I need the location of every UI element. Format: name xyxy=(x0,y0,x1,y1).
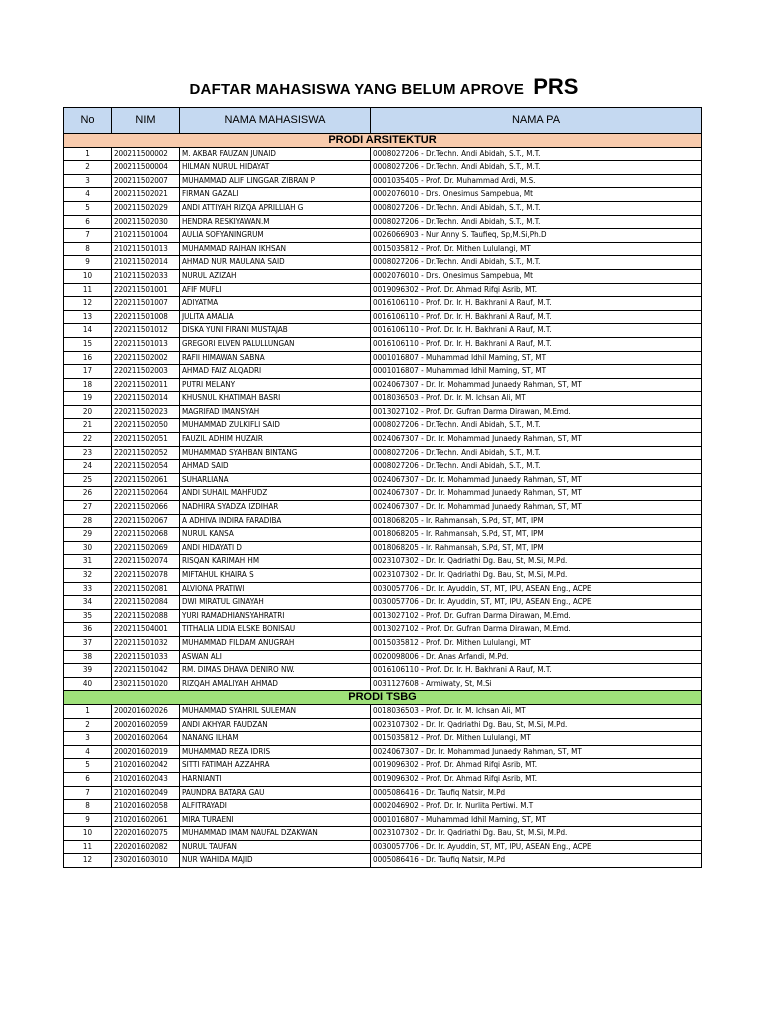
cell-nama: MIFTAHUL KHAIRA S xyxy=(180,569,371,583)
cell-no: 8 xyxy=(64,242,112,256)
cell-nama: HARNIANTI xyxy=(180,772,371,786)
cell-pa: 0008027206 - Dr.Techn. Andi Abidah, S.T., M.T. xyxy=(371,419,702,433)
section-title: PRODI ARSITEKTUR xyxy=(64,134,702,148)
cell-nim: 220211502054 xyxy=(112,460,180,474)
cell-nama: MUHAMMAD SYAHBAN BINTANG xyxy=(180,446,371,460)
cell-pa: 0002046902 - Prof. Dr. Ir. Nurlita Pertiwi. M.T xyxy=(371,800,702,814)
cell-nim: 230211501020 xyxy=(112,677,180,691)
cell-no: 3 xyxy=(64,732,112,746)
cell-pa: 0024067307 - Dr. Ir. Mohammad Junaedy Rahman, ST, MT xyxy=(371,487,702,501)
cell-no: 15 xyxy=(64,337,112,351)
table-row xyxy=(64,433,702,447)
cell-nim: 220211502066 xyxy=(112,501,180,515)
cell-nama: AHMAD NUR MAULANA SAID xyxy=(180,256,371,270)
cell-pa: 0008027206 - Dr.Techn. Andi Abidah, S.T., M.T. xyxy=(371,256,702,270)
cell-pa: 0008027206 - Dr.Techn. Andi Abidah, S.T., M.T. xyxy=(371,201,702,215)
cell-no: 36 xyxy=(64,623,112,637)
table-row xyxy=(64,677,702,691)
cell-no: 31 xyxy=(64,555,112,569)
cell-nim: 200211502007 xyxy=(112,174,180,188)
cell-no: 14 xyxy=(64,324,112,338)
cell-nim: 220201602075 xyxy=(112,827,180,841)
cell-pa: 0005086416 - Dr. Taufiq Natsir, M.Pd xyxy=(371,854,702,868)
cell-no: 29 xyxy=(64,528,112,542)
cell-pa: 0001016807 - Muhammad Idhil Maming, ST, MT xyxy=(371,351,702,365)
table-row xyxy=(64,555,702,569)
table-row xyxy=(64,501,702,515)
cell-nama: AHMAD SAID xyxy=(180,460,371,474)
cell-nim: 220211501007 xyxy=(112,297,180,311)
cell-no: 11 xyxy=(64,840,112,854)
cell-no: 35 xyxy=(64,609,112,623)
cell-pa: 0030057706 - Dr. Ir. Ayuddin, ST, MT, IPU, ASEAN Eng., ACPE xyxy=(371,840,702,854)
cell-nama: RIZQAH AMALIYAH AHMAD xyxy=(180,677,371,691)
cell-pa: 0001016807 - Muhammad Idhil Maming, ST, MT xyxy=(371,365,702,379)
cell-pa: 0026066903 - Nur Anny S. Taufieq, Sp,M.Si,Ph.D xyxy=(371,229,702,243)
cell-nim: 220211501042 xyxy=(112,664,180,678)
table-row xyxy=(64,147,702,161)
cell-no: 6 xyxy=(64,772,112,786)
cell-nim: 220211502051 xyxy=(112,433,180,447)
cell-pa: 0001035405 - Prof. Dr. Muhammad Ardi, M.S. xyxy=(371,174,702,188)
cell-no: 40 xyxy=(64,677,112,691)
table-row xyxy=(64,392,702,406)
cell-nim: 220211502052 xyxy=(112,446,180,460)
cell-pa: 0008027206 - Dr.Techn. Andi Abidah, S.T., M.T. xyxy=(371,460,702,474)
cell-nama: MUHAMMAD IMAM NAUFAL DZAKWAN xyxy=(180,827,371,841)
section-header-row xyxy=(64,134,702,148)
cell-nama: TITHALIA LIDIA ELSKE BONISAU xyxy=(180,623,371,637)
table-row xyxy=(64,229,702,243)
cell-pa: 0020098006 - Dr. Anas Arfandi, M.Pd. xyxy=(371,650,702,664)
cell-pa: 0016106110 - Prof. Dr. Ir. H. Bakhrani A Rauf, M.T. xyxy=(371,337,702,351)
cell-nama: SITTI FATIMAH AZZAHRA xyxy=(180,759,371,773)
cell-no: 2 xyxy=(64,718,112,732)
cell-nama: ANDI AKHYAR FAUDZAN xyxy=(180,718,371,732)
cell-pa: 0001016807 - Muhammad Idhil Maming, ST, MT xyxy=(371,813,702,827)
cell-no: 5 xyxy=(64,201,112,215)
table-row xyxy=(64,514,702,528)
cell-nama: NANANG ILHAM xyxy=(180,732,371,746)
cell-nama: HILMAN NURUL HIDAYAT xyxy=(180,161,371,175)
cell-no: 9 xyxy=(64,256,112,270)
cell-no: 16 xyxy=(64,351,112,365)
cell-pa: 0024067307 - Dr. Ir. Mohammad Junaedy Rahman, ST, MT xyxy=(371,501,702,515)
table-row xyxy=(64,188,702,202)
title-text: DAFTAR MAHASISWA YANG BELUM APROVE xyxy=(189,81,525,98)
table-row xyxy=(64,704,702,718)
column-header-nim: NIM xyxy=(112,108,180,134)
table-row xyxy=(64,242,702,256)
cell-pa: 0018068205 - Ir. Rahmansah, S.Pd, ST, MT, IPM xyxy=(371,514,702,528)
cell-no: 10 xyxy=(64,827,112,841)
table-body xyxy=(64,134,702,868)
cell-nama: MIRA TURAENI xyxy=(180,813,371,827)
cell-nama: ANDI HIDAYATI D xyxy=(180,541,371,555)
cell-no: 20 xyxy=(64,405,112,419)
cell-nim: 200201602026 xyxy=(112,704,180,718)
cell-nim: 220211502067 xyxy=(112,514,180,528)
cell-nama: JULITA AMALIA xyxy=(180,310,371,324)
cell-pa: 0031127608 - Armiwaty, St, M.Si xyxy=(371,677,702,691)
table-row xyxy=(64,201,702,215)
cell-nim: 200201602019 xyxy=(112,745,180,759)
cell-no: 32 xyxy=(64,569,112,583)
title-suffix: PRS xyxy=(533,74,579,99)
cell-nama: M. AKBAR FAUZAN JUNAID xyxy=(180,147,371,161)
cell-nim: 200211500002 xyxy=(112,147,180,161)
table-row xyxy=(64,596,702,610)
cell-nim: 210201602061 xyxy=(112,813,180,827)
cell-nama: FAUZIL ADHIM HUZAIR xyxy=(180,433,371,447)
cell-no: 2 xyxy=(64,161,112,175)
cell-nama: ALFITRAYADI xyxy=(180,800,371,814)
cell-nim: 200201602064 xyxy=(112,732,180,746)
cell-nim: 200211502021 xyxy=(112,188,180,202)
table-row xyxy=(64,732,702,746)
cell-pa: 0016106110 - Prof. Dr. Ir. H. Bakhrani A Rauf, M.T. xyxy=(371,324,702,338)
table-row xyxy=(64,473,702,487)
cell-nim: 220211501001 xyxy=(112,283,180,297)
cell-nama: ANDI SUHAIL MAHFUDZ xyxy=(180,487,371,501)
cell-nama: MUHAMMAD FILDAM ANUGRAH xyxy=(180,636,371,650)
table-header-row xyxy=(64,108,702,134)
column-header-nama-mahasiswa: NAMA MAHASISWA xyxy=(180,108,371,134)
document-title xyxy=(0,74,768,100)
cell-no: 26 xyxy=(64,487,112,501)
table-row xyxy=(64,161,702,175)
cell-pa: 0016106110 - Prof. Dr. Ir. H. Bakhrani A Rauf, M.T. xyxy=(371,664,702,678)
cell-nama: AFIF MUFLI xyxy=(180,283,371,297)
cell-nim: 210201602058 xyxy=(112,800,180,814)
cell-no: 7 xyxy=(64,229,112,243)
cell-nim: 220211501032 xyxy=(112,636,180,650)
cell-pa: 0018036503 - Prof. Dr. Ir. M. Ichsan Ali, MT xyxy=(371,392,702,406)
table-row xyxy=(64,215,702,229)
cell-pa: 0024067307 - Dr. Ir. Mohammad Junaedy Rahman, ST, MT xyxy=(371,378,702,392)
table-row xyxy=(64,419,702,433)
table-row xyxy=(64,487,702,501)
table-row xyxy=(64,446,702,460)
cell-nim: 220211502003 xyxy=(112,365,180,379)
cell-no: 17 xyxy=(64,365,112,379)
cell-nim: 230201603010 xyxy=(112,854,180,868)
cell-nim: 220211501012 xyxy=(112,324,180,338)
cell-nama: MAGRIFAD IMANSYAH xyxy=(180,405,371,419)
cell-pa: 0013027102 - Prof. Dr. Gufran Darma Dirawan, M.Emd. xyxy=(371,609,702,623)
table-row xyxy=(64,636,702,650)
cell-nama: RAFII HIMAWAN SABNA xyxy=(180,351,371,365)
cell-pa: 0018036503 - Prof. Dr. Ir. M. Ichsan Ali, MT xyxy=(371,704,702,718)
cell-pa: 0019096302 - Prof. Dr. Ahmad Rifqi Asrib, MT. xyxy=(371,772,702,786)
student-table xyxy=(63,107,702,868)
cell-no: 23 xyxy=(64,446,112,460)
cell-nama: DWI MIRATUL GINAYAH xyxy=(180,596,371,610)
cell-nim: 220211502050 xyxy=(112,419,180,433)
cell-pa: 0008027206 - Dr.Techn. Andi Abidah, S.T., M.T. xyxy=(371,147,702,161)
cell-nama: RISQAN KARIMAH HM xyxy=(180,555,371,569)
cell-pa: 0015035812 - Prof. Dr. Mithen Lululangi, MT xyxy=(371,636,702,650)
cell-nama: MUHAMMAD ZULKIFLI SAID xyxy=(180,419,371,433)
cell-no: 6 xyxy=(64,215,112,229)
cell-nim: 210201602049 xyxy=(112,786,180,800)
cell-no: 1 xyxy=(64,147,112,161)
table-row xyxy=(64,745,702,759)
table-row xyxy=(64,623,702,637)
cell-nama: FIRMAN GAZALI xyxy=(180,188,371,202)
cell-nim: 200211502030 xyxy=(112,215,180,229)
table-row xyxy=(64,854,702,868)
cell-pa: 0018068205 - Ir. Rahmansah, S.Pd, ST, MT, IPM xyxy=(371,541,702,555)
cell-pa: 0013027102 - Prof. Dr. Gufran Darma Dirawan, M.Emd. xyxy=(371,623,702,637)
cell-no: 3 xyxy=(64,174,112,188)
cell-no: 38 xyxy=(64,650,112,664)
cell-pa: 0016106110 - Prof. Dr. Ir. H. Bakhrani A Rauf, M.T. xyxy=(371,297,702,311)
cell-pa: 0005086416 - Dr. Taufiq Natsir, M.Pd xyxy=(371,786,702,800)
cell-no: 12 xyxy=(64,297,112,311)
cell-pa: 0018068205 - Ir. Rahmansah, S.Pd, ST, MT, IPM xyxy=(371,528,702,542)
cell-nim: 220211502002 xyxy=(112,351,180,365)
cell-pa: 0023107302 - Dr. Ir. Qadriathi Dg. Bau, St, M.Si, M.Pd. xyxy=(371,555,702,569)
cell-no: 30 xyxy=(64,541,112,555)
table-row xyxy=(64,174,702,188)
cell-no: 25 xyxy=(64,473,112,487)
cell-no: 4 xyxy=(64,745,112,759)
column-header-nama-pa: NAMA PA xyxy=(371,108,702,134)
cell-no: 22 xyxy=(64,433,112,447)
table-row xyxy=(64,528,702,542)
cell-nama: HENDRA RESKIYAWAN.M xyxy=(180,215,371,229)
cell-pa: 0013027102 - Prof. Dr. Gufran Darma Dirawan, M.Emd. xyxy=(371,405,702,419)
cell-nama: ASWAN ALI xyxy=(180,650,371,664)
cell-nim: 220211502014 xyxy=(112,392,180,406)
cell-nim: 220211502023 xyxy=(112,405,180,419)
cell-nim: 210211501004 xyxy=(112,229,180,243)
cell-nama: PUTRI MELANY xyxy=(180,378,371,392)
table-row xyxy=(64,378,702,392)
cell-no: 11 xyxy=(64,283,112,297)
cell-nama: MUHAMMAD SYAHRIL SULEMAN xyxy=(180,704,371,718)
cell-no: 5 xyxy=(64,759,112,773)
cell-nim: 210201602043 xyxy=(112,772,180,786)
cell-pa: 0023107302 - Dr. Ir. Qadriathi Dg. Bau, St, M.Si, M.Pd. xyxy=(371,827,702,841)
table-row xyxy=(64,840,702,854)
cell-nama: AHMAD FAIZ ALQADRI xyxy=(180,365,371,379)
table-row xyxy=(64,324,702,338)
column-header-no: No xyxy=(64,108,112,134)
cell-nama: NADHIRA SYADZA IZDIHAR xyxy=(180,501,371,515)
cell-no: 34 xyxy=(64,596,112,610)
table-row xyxy=(64,772,702,786)
cell-pa: 0015035812 - Prof. Dr. Mithen Lululangi, MT xyxy=(371,732,702,746)
cell-nim: 220211502074 xyxy=(112,555,180,569)
cell-pa: 0019096302 - Prof. Dr. Ahmad Rifqi Asrib, MT. xyxy=(371,283,702,297)
table-row xyxy=(64,283,702,297)
table-row xyxy=(64,800,702,814)
table-row xyxy=(64,405,702,419)
cell-nama: MUHAMMAD REZA IDRIS xyxy=(180,745,371,759)
cell-nim: 210211502033 xyxy=(112,269,180,283)
cell-nim: 200211502029 xyxy=(112,201,180,215)
cell-nim: 220211502061 xyxy=(112,473,180,487)
cell-pa: 0023107302 - Dr. Ir. Qadriathi Dg. Bau, St, M.Si, M.Pd. xyxy=(371,569,702,583)
cell-nim: 220211502081 xyxy=(112,582,180,596)
table-row xyxy=(64,541,702,555)
cell-pa: 0024067307 - Dr. Ir. Mohammad Junaedy Rahman, ST, MT xyxy=(371,473,702,487)
cell-nama: GREGORI ELVEN PALULLUNGAN xyxy=(180,337,371,351)
cell-nim: 220211502088 xyxy=(112,609,180,623)
cell-nama: DISKA YUNI FIRANI MUSTAJAB xyxy=(180,324,371,338)
cell-pa: 0008027206 - Dr.Techn. Andi Abidah, S.T., M.T. xyxy=(371,446,702,460)
cell-no: 24 xyxy=(64,460,112,474)
table-row xyxy=(64,759,702,773)
cell-no: 12 xyxy=(64,854,112,868)
cell-nim: 220211502078 xyxy=(112,569,180,583)
cell-nim: 220211502084 xyxy=(112,596,180,610)
table-row xyxy=(64,582,702,596)
table-row xyxy=(64,365,702,379)
cell-pa: 0008027206 - Dr.Techn. Andi Abidah, S.T., M.T. xyxy=(371,215,702,229)
cell-nim: 220211502068 xyxy=(112,528,180,542)
table-row xyxy=(64,650,702,664)
table-row xyxy=(64,786,702,800)
table-row xyxy=(64,813,702,827)
cell-no: 33 xyxy=(64,582,112,596)
cell-no: 13 xyxy=(64,310,112,324)
cell-no: 39 xyxy=(64,664,112,678)
cell-pa: 0016106110 - Prof. Dr. Ir. H. Bakhrani A Rauf, M.T. xyxy=(371,310,702,324)
cell-no: 28 xyxy=(64,514,112,528)
table-row xyxy=(64,351,702,365)
cell-nama: RM. DIMAS DHAVA DENIRO NW. xyxy=(180,664,371,678)
table-row xyxy=(64,310,702,324)
cell-nim: 220211502064 xyxy=(112,487,180,501)
cell-pa: 0019096302 - Prof. Dr. Ahmad Rifqi Asrib, MT. xyxy=(371,759,702,773)
cell-nim: 220211501033 xyxy=(112,650,180,664)
cell-no: 18 xyxy=(64,378,112,392)
cell-no: 4 xyxy=(64,188,112,202)
cell-nama: NURUL TAUFAN xyxy=(180,840,371,854)
cell-nama: MUHAMMAD ALIF LINGGAR ZIBRAN P xyxy=(180,174,371,188)
cell-nama: SUHARLIANA xyxy=(180,473,371,487)
cell-nim: 220211501013 xyxy=(112,337,180,351)
cell-nim: 210211502014 xyxy=(112,256,180,270)
cell-pa: 0024067307 - Dr. Ir. Mohammad Junaedy Rahman, ST, MT xyxy=(371,433,702,447)
cell-nim: 220201602082 xyxy=(112,840,180,854)
cell-pa: 0002076010 - Drs. Onesimus Sampebua, Mt xyxy=(371,188,702,202)
cell-no: 21 xyxy=(64,419,112,433)
cell-nama: A ADHIVA INDIRA FARADIBA xyxy=(180,514,371,528)
cell-nim: 200201602059 xyxy=(112,718,180,732)
cell-nim: 210211501013 xyxy=(112,242,180,256)
cell-no: 27 xyxy=(64,501,112,515)
table-row xyxy=(64,569,702,583)
table-row xyxy=(64,269,702,283)
cell-nama: AULIA SOFYANINGRUM xyxy=(180,229,371,243)
table-row xyxy=(64,718,702,732)
cell-nama: PAUNDRA BATARA GAU xyxy=(180,786,371,800)
table-row xyxy=(64,609,702,623)
cell-pa: 0002076010 - Drs. Onesimus Sampebua, Mt xyxy=(371,269,702,283)
cell-nim: 220211501008 xyxy=(112,310,180,324)
cell-no: 9 xyxy=(64,813,112,827)
table-row xyxy=(64,256,702,270)
cell-no: 7 xyxy=(64,786,112,800)
cell-nama: ALVIONA PRATIWI xyxy=(180,582,371,596)
cell-pa: 0008027206 - Dr.Techn. Andi Abidah, S.T., M.T. xyxy=(371,161,702,175)
cell-nama: NUR WAHIDA MAJID xyxy=(180,854,371,868)
cell-nim: 220211502069 xyxy=(112,541,180,555)
cell-no: 19 xyxy=(64,392,112,406)
cell-nim: 220211502011 xyxy=(112,378,180,392)
section-header-row xyxy=(64,691,702,705)
cell-nama: NURUL KANSA xyxy=(180,528,371,542)
cell-no: 1 xyxy=(64,704,112,718)
cell-nama: NURUL AZIZAH xyxy=(180,269,371,283)
table-row xyxy=(64,460,702,474)
table-row xyxy=(64,664,702,678)
cell-nama: ANDI ATTIYAH RIZQA APRILLIAH G xyxy=(180,201,371,215)
section-title: PRODI TSBG xyxy=(64,691,702,705)
cell-pa: 0023107302 - Dr. Ir. Qadriathi Dg. Bau, St, M.Si, M.Pd. xyxy=(371,718,702,732)
cell-nama: ADIYATMA xyxy=(180,297,371,311)
cell-nim: 220211504001 xyxy=(112,623,180,637)
cell-no: 8 xyxy=(64,800,112,814)
cell-nama: KHUSNUL KHATIMAH BASRI xyxy=(180,392,371,406)
cell-pa: 0030057706 - Dr. Ir. Ayuddin, ST, MT, IPU, ASEAN Eng., ACPE xyxy=(371,596,702,610)
cell-pa: 0024067307 - Dr. Ir. Mohammad Junaedy Rahman, ST, MT xyxy=(371,745,702,759)
cell-pa: 0015035812 - Prof. Dr. Mithen Lululangi, MT xyxy=(371,242,702,256)
cell-pa: 0030057706 - Dr. Ir. Ayuddin, ST, MT, IPU, ASEAN Eng., ACPE xyxy=(371,582,702,596)
table-row xyxy=(64,297,702,311)
cell-no: 10 xyxy=(64,269,112,283)
table-row xyxy=(64,337,702,351)
cell-nama: YURI RAMADHIANSYAHRATRI xyxy=(180,609,371,623)
cell-nim: 200211500004 xyxy=(112,161,180,175)
table-row xyxy=(64,827,702,841)
cell-nim: 210201602042 xyxy=(112,759,180,773)
cell-nama: MUHAMMAD RAIHAN IKHSAN xyxy=(180,242,371,256)
cell-no: 37 xyxy=(64,636,112,650)
